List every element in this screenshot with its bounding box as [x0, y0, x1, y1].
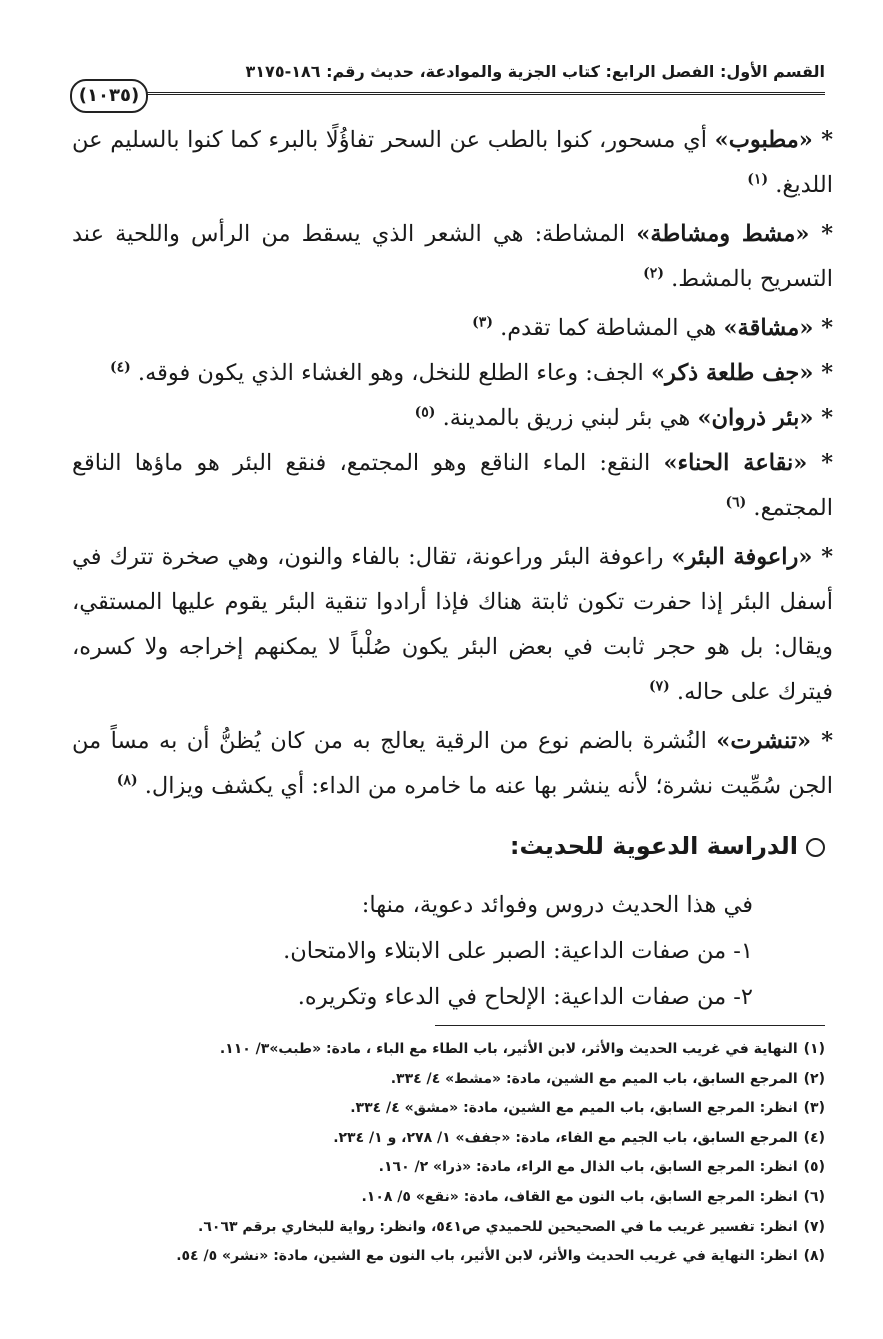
footnote: [80, 1124, 825, 1154]
footnote-text: انظر: تفسير غريب ما في الصحيحين للحميدي ص٥٤١، وانظر: رواية للبخاري برقم ٦٠٦٣.: [198, 1218, 798, 1235]
footnote-ref[interactable]: (٨): [116, 772, 138, 789]
footnote: [80, 1183, 825, 1213]
footnote-text: المرجع السابق، باب الميم مع الشين، مادة: «مشط» ٤/ ٣٣٤.: [390, 1070, 798, 1087]
glossary-definition: هي المشاطة كما تقدم.: [492, 315, 724, 341]
running-header: القسم الأول: الفصل الرابع: كتاب الجزية والموادعة، حديث رقم: ١٨٦-٣١٧٥: [245, 62, 825, 81]
benefit-item: ١- من صفات الداعية: الصبر على الابتلاء والامتحان.: [283, 938, 753, 964]
footnote-number: (٧): [803, 1218, 825, 1235]
asterisk-icon: *: [807, 450, 833, 476]
asterisk-icon: *: [813, 360, 833, 386]
footnote-number: (٣): [803, 1100, 825, 1117]
asterisk-icon: *: [812, 127, 833, 153]
asterisk-icon: *: [813, 405, 833, 431]
circle-bullet-icon: [806, 838, 825, 857]
footnote-ref[interactable]: (١): [747, 171, 769, 188]
section-heading: [510, 832, 825, 860]
asterisk-icon: *: [811, 728, 833, 754]
footnote-number: (٤): [803, 1129, 825, 1146]
glossary-entry: [72, 535, 833, 715]
footnote-number: (٦): [803, 1188, 825, 1205]
glossary-term: «بئر ذروان»: [697, 405, 814, 431]
benefit-item: ٢- من صفات الداعية: الإلحاح في الدعاء وتكريره.: [297, 984, 753, 1010]
footnote: [80, 1242, 825, 1272]
footnote-number: (٢): [803, 1070, 825, 1087]
asterisk-icon: *: [809, 221, 833, 247]
glossary-term: «راعوفة البئر»: [671, 544, 813, 570]
glossary-term: «جف طلعة ذكر»: [650, 360, 814, 386]
footnote: [80, 1153, 825, 1183]
footnote-ref[interactable]: (٢): [643, 265, 664, 282]
asterisk-icon: *: [813, 315, 833, 341]
glossary-entry: [72, 306, 833, 351]
glossary-definition: النُشرة بالضم نوع من الرقية يعالج به من كان يُظنُّ أن به مساً من الجن سُمِّيت نشرة؛ لأنه ينشر بها عنه ما خامره من الداء: أي يكشف ويزال.: [72, 728, 833, 799]
glossary-entry: [72, 351, 833, 396]
asterisk-icon: *: [812, 544, 833, 570]
benefits-list: [60, 882, 825, 1020]
footnote-text: المرجع السابق، باب الجيم مع الفاء، مادة: «جفف» ١/ ٢٧٨، و ١/ ٢٣٤.: [333, 1129, 798, 1146]
footnote-text: انظر: النهاية في غريب الحديث والأثر، لابن الأثير، باب النون مع الشين، مادة: «نشر» ٥/ ٥٤.: [176, 1248, 798, 1265]
glossary-body: [72, 118, 833, 813]
page-number: (١٠٣٥): [70, 79, 148, 113]
footnotes: [80, 1035, 825, 1272]
footnote-ref[interactable]: (٣): [472, 314, 493, 331]
footnote-text: انظر: المرجع السابق، باب النون مع القاف، مادة: «نقع» ٥/ ١٠٨.: [361, 1188, 798, 1205]
footnote-number: (٨): [803, 1248, 825, 1265]
glossary-term: «مطبوب»: [714, 127, 813, 153]
glossary-entry: [72, 396, 833, 441]
footnote-ref[interactable]: (٧): [649, 678, 670, 695]
glossary-term: «مشاقة»: [723, 315, 814, 341]
glossary-term: «تنشرت»: [716, 728, 812, 754]
glossary-entry: [72, 441, 833, 531]
glossary-term: «نقاعة الحناء»: [663, 450, 808, 476]
footnote: [80, 1094, 825, 1124]
glossary-entry: [72, 719, 833, 809]
footnote-ref[interactable]: (٤): [109, 359, 131, 376]
footnote: [80, 1065, 825, 1095]
glossary-definition: النقع: الماء الناقع وهو المجتمع، فنقع البئر هو ماؤها الناقع المجتمع.: [72, 450, 833, 521]
glossary-entry: [72, 212, 833, 302]
footnote-separator: [435, 1025, 825, 1026]
glossary-definition: أي مسحور، كنوا بالطب عن السحر تفاؤُلًا بالبرء كما كنوا بالسليم عن اللديغ.: [72, 127, 833, 198]
footnote-ref[interactable]: (٦): [725, 494, 747, 511]
footnote-ref[interactable]: (٥): [414, 404, 436, 421]
footnote-text: انظر: المرجع السابق، باب الذال مع الراء، مادة: «ذرا» ٢/ ١٦٠.: [378, 1159, 798, 1176]
glossary-entry: [72, 118, 833, 208]
section-heading-text: الدراسة الدعوية للحديث:: [509, 832, 798, 860]
glossary-term: «مشط ومشاطة»: [636, 221, 810, 247]
glossary-definition: الجف: وعاء الطلع للنخل، وهو الغشاء الذي يكون فوقه.: [130, 360, 651, 386]
benefits-intro: في هذا الحديث دروس وفوائد دعوية، منها:: [361, 892, 753, 918]
glossary-definition: هي بئر لبني زريق بالمدينة.: [435, 405, 698, 431]
footnote-text: النهاية في غريب الحديث والأثر، لابن الأثير، باب الطاء مع الباء ، مادة: «طبب»٣/ ١١٠.: [219, 1041, 798, 1057]
footnote: [80, 1035, 825, 1065]
glossary-definition: المشاطة: هي الشعر الذي يسقط من الرأس واللحية عند التسريح بالمشط.: [72, 221, 833, 292]
glossary-definition: راعوفة البئر وراعونة، تقال: بالفاء والنون، وهي صخرة تترك في أسفل البئر إذا حفرت تكون ثابتة هناك فإذا أرادوا تنقية البئر يقوم عليها المستقي، ويقال: بل هو حجر ثابت في بعض البئر يكون صُلْباً لا يمكنهم إخراجه ولا كسره، فيترك على حاله.: [72, 544, 833, 705]
footnote-number: (٥): [803, 1159, 825, 1176]
footnote: [80, 1213, 825, 1243]
footnote-number: (١): [803, 1041, 825, 1057]
footnote-text: انظر: المرجع السابق، باب الميم مع الشين، مادة: «مشق» ٤/ ٣٣٤.: [350, 1100, 798, 1117]
header-rule: [128, 92, 825, 95]
